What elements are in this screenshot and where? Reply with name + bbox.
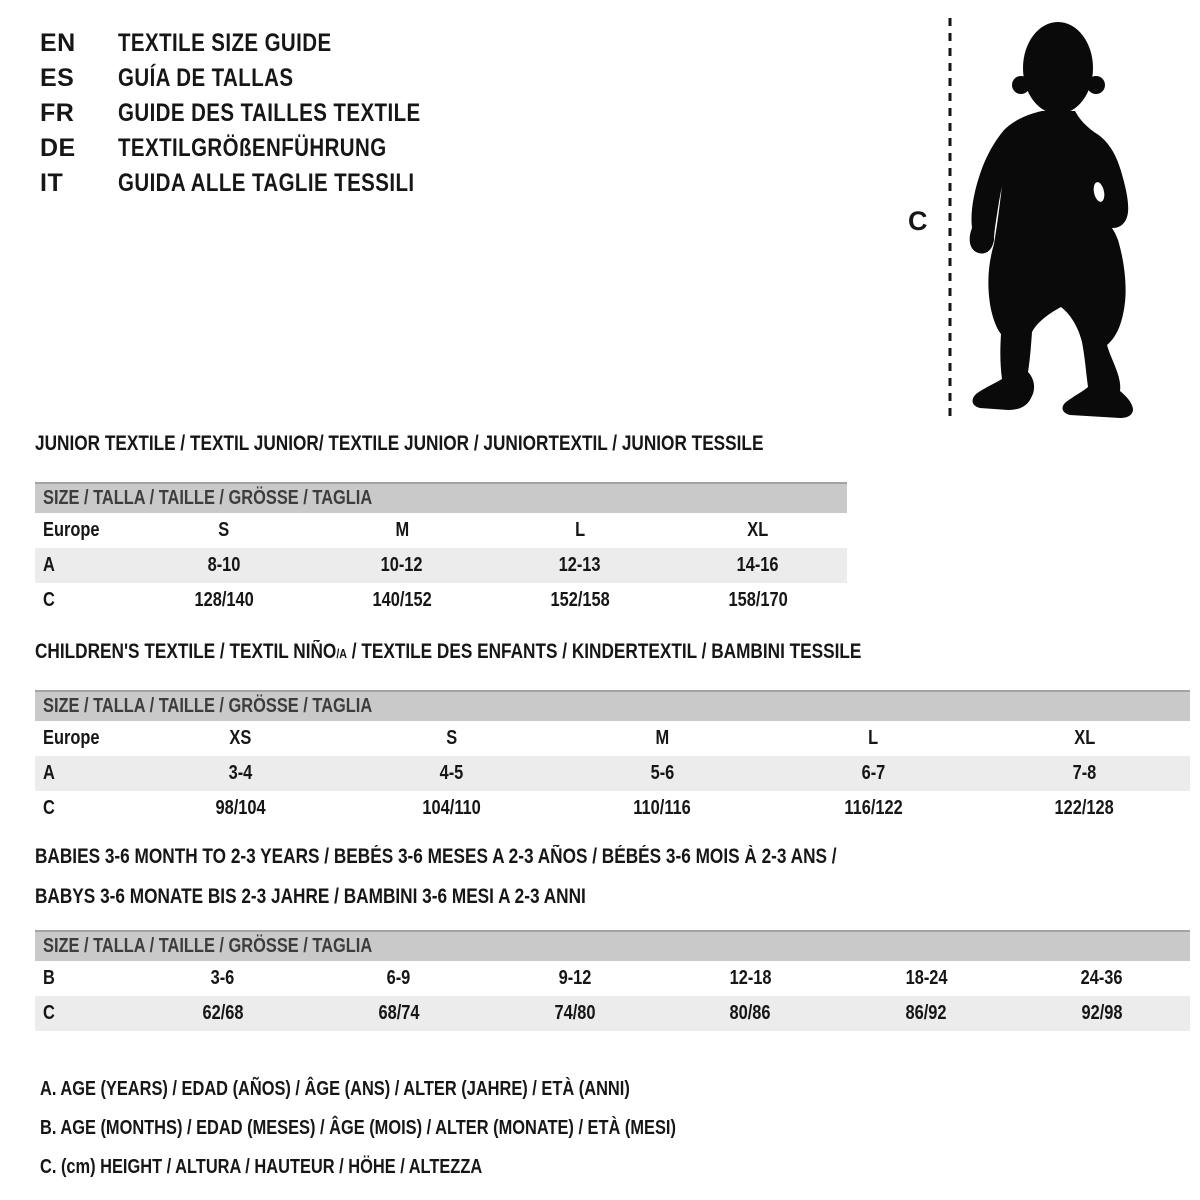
table-row-height xyxy=(35,791,1190,826)
lang-code: EN xyxy=(40,29,76,57)
table-row-age xyxy=(35,756,1190,791)
value-cell: 62/68 xyxy=(202,1002,244,1024)
babies-section-title-line2: BABYS 3-6 MONATE BIS 2-3 JAHRE / BAMBINI 3-6 MESI A 2-3 ANNI xyxy=(35,885,586,908)
size-cell: L xyxy=(574,519,586,541)
lang-row-en xyxy=(40,26,487,61)
lang-code: FR xyxy=(40,99,75,127)
value-cell: 3-6 xyxy=(211,967,235,989)
nino-a-subscript: /A xyxy=(336,646,347,661)
height-dashed-line-icon xyxy=(948,18,952,416)
size-cell: XL xyxy=(747,519,769,541)
lang-row-fr xyxy=(40,96,487,131)
lang-row-de xyxy=(40,131,487,166)
size-header-bar: SIZE / TALLA / TAILLE / GRÖSSE / TAGLIA xyxy=(35,930,1190,961)
value-cell: 86/92 xyxy=(905,1002,947,1024)
table-row-months xyxy=(35,961,1190,996)
value-cell: 128/140 xyxy=(194,589,254,611)
table-row-height xyxy=(35,583,847,618)
value-cell: 116/122 xyxy=(844,797,903,819)
value-cell: 158/170 xyxy=(728,589,788,611)
value-cell: 3-4 xyxy=(228,762,253,784)
value-cell: 12-13 xyxy=(559,554,601,576)
value-cell: 10-12 xyxy=(381,554,423,576)
size-cell: S xyxy=(446,727,457,749)
table-row-europe xyxy=(35,513,847,548)
size-header-bar: SIZE / TALLA / TAILLE / GRÖSSE / TAGLIA xyxy=(35,482,847,513)
value-cell: 7-8 xyxy=(1072,762,1097,784)
value-cell: 8-10 xyxy=(207,554,241,576)
value-cell: 68/74 xyxy=(378,1002,420,1024)
lang-code: DE xyxy=(40,134,76,162)
value-cell: 110/116 xyxy=(633,797,692,819)
value-cell: 5-6 xyxy=(650,762,675,784)
value-cell: 12-18 xyxy=(729,967,772,989)
size-cell: L xyxy=(868,727,879,749)
value-cell: 152/158 xyxy=(550,589,610,611)
row-label: C xyxy=(43,589,55,611)
row-label: C xyxy=(43,1002,55,1024)
size-cell: XS xyxy=(229,727,252,749)
row-label: Europe xyxy=(43,727,100,749)
value-cell: 24-36 xyxy=(1081,967,1124,989)
value-cell: 92/98 xyxy=(1081,1002,1123,1024)
value-cell: 6-9 xyxy=(386,967,411,989)
table-row-age xyxy=(35,548,847,583)
footnote-a: A. AGE (YEARS) / EDAD (AÑOS) / ÂGE (ANS) / ALTER (JAHRE) / ETÀ (ANNI) xyxy=(40,1078,630,1100)
footnote-b: B. AGE (MONTHS) / EDAD (MESES) / ÂGE (MOIS) / ALTER (MONATE) / ETÀ (MESI) xyxy=(40,1117,676,1139)
footnote-c: C. (cm) HEIGHT / ALTURA / HAUTEUR / HÖHE / ALTEZZA xyxy=(40,1156,483,1178)
size-cell: M xyxy=(655,727,670,749)
children-size-table xyxy=(35,690,1190,826)
value-cell: 14-16 xyxy=(737,554,779,576)
lang-code: ES xyxy=(40,64,75,92)
row-label: A xyxy=(43,762,55,784)
value-cell: 140/152 xyxy=(372,589,432,611)
lang-title: TEXTILE SIZE GUIDE xyxy=(118,29,332,57)
lang-title: TEXTILGRÖßENFÜHRUNG xyxy=(118,134,387,162)
babies-size-table xyxy=(35,930,1190,1031)
value-cell: 80/86 xyxy=(729,1002,771,1024)
lang-title: GUIDA ALLE TAGLIE TESSILI xyxy=(118,169,415,197)
language-title-list xyxy=(40,26,487,201)
size-cell: XL xyxy=(1074,727,1095,749)
value-cell: 74/80 xyxy=(554,1002,596,1024)
value-cell: 98/104 xyxy=(215,797,266,819)
table-row-height xyxy=(35,996,1190,1031)
lang-row-it xyxy=(40,166,487,201)
row-label: A xyxy=(43,554,55,576)
toddler-silhouette-icon xyxy=(958,16,1165,426)
value-cell: 104/110 xyxy=(422,797,481,819)
size-cell: M xyxy=(395,519,409,541)
value-cell: 6-7 xyxy=(861,762,886,784)
size-header-bar: SIZE / TALLA / TAILLE / GRÖSSE / TAGLIA xyxy=(35,690,1190,721)
row-label: B xyxy=(43,967,55,989)
junior-section-title: JUNIOR TEXTILE / TEXTIL JUNIOR/ TEXTILE JUNIOR / JUNIORTEXTIL / JUNIOR TESSILE xyxy=(35,432,764,455)
row-label: Europe xyxy=(43,519,100,541)
children-section-title: CHILDREN'S TEXTILE / TEXTIL NIÑO/A / TEXTILE DES ENFANTS / KINDERTEXTIL / BAMBINI TESSILE xyxy=(35,640,862,663)
footnote-legend xyxy=(40,1070,816,1187)
table-row-europe xyxy=(35,721,1190,756)
value-cell: 122/128 xyxy=(1054,797,1115,819)
lang-row-es xyxy=(40,61,487,96)
lang-title: GUIDE DES TAILLES TEXTILE xyxy=(118,99,421,127)
value-cell: 9-12 xyxy=(558,967,591,989)
height-c-label: C xyxy=(908,206,928,236)
row-label: C xyxy=(43,797,55,819)
lang-title: GUÍA DE TALLAS xyxy=(118,64,294,92)
size-cell: S xyxy=(218,519,230,541)
lang-code: IT xyxy=(40,169,64,197)
value-cell: 4-5 xyxy=(439,762,464,784)
junior-size-table xyxy=(35,482,847,618)
babies-section-title-line1: BABIES 3-6 MONTH TO 2-3 YEARS / BEBÉS 3-6 MESES A 2-3 AÑOS / BÉBÉS 3-6 MOIS À 2-3 ANS / xyxy=(35,845,837,868)
value-cell: 18-24 xyxy=(905,967,948,989)
